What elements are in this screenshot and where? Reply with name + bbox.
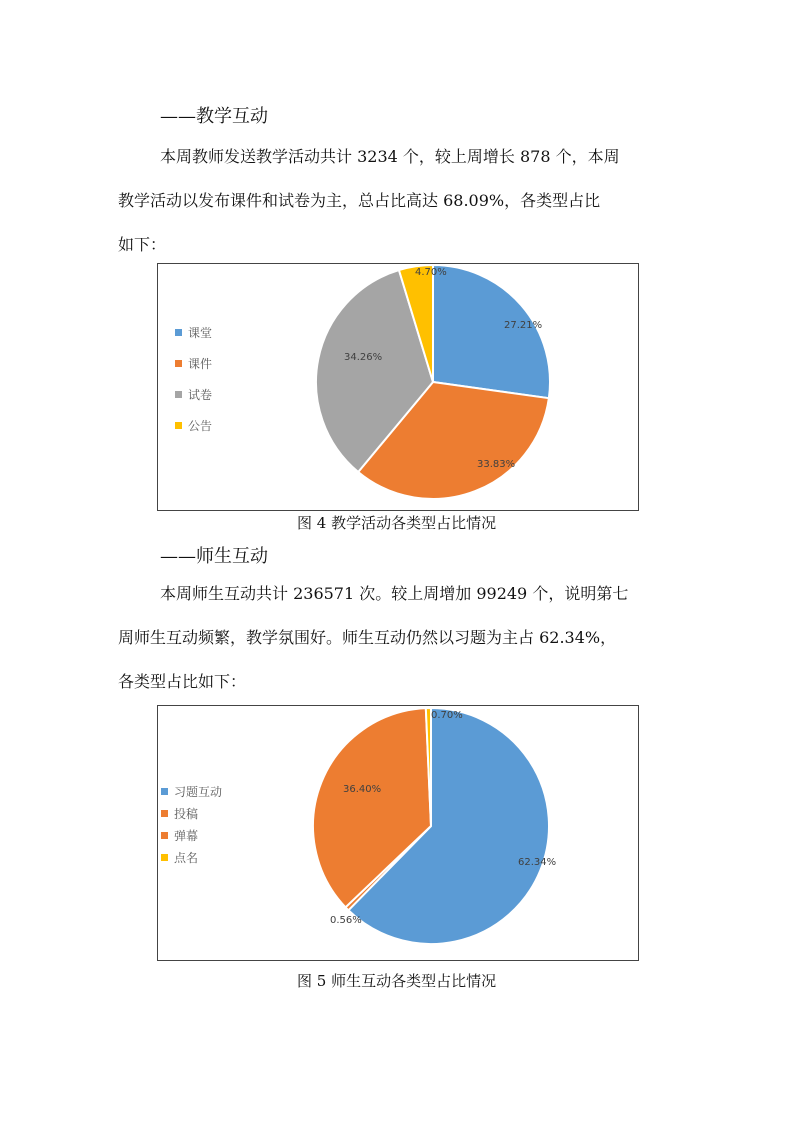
legend-label: 点名: [174, 850, 199, 865]
chart-legend: [161, 780, 222, 868]
legend-item: [161, 802, 222, 824]
legend-swatch: [161, 788, 168, 795]
legend-swatch: [161, 854, 168, 861]
legend-item: [175, 410, 212, 441]
legend-label: 习题互动: [174, 784, 223, 799]
legend-label: 课件: [188, 357, 213, 371]
legend-item: [175, 348, 212, 379]
legend-item: [175, 379, 212, 410]
data-label: 34.26%: [344, 352, 383, 363]
data-label: 62.34%: [518, 857, 557, 868]
legend-swatch: [175, 391, 182, 398]
figure-caption: 图 5 师生互动各类型占比情况: [297, 972, 497, 990]
legend-label: 弹幕: [174, 828, 199, 843]
data-label: 0.70%: [431, 710, 463, 721]
legend-swatch: [161, 810, 168, 817]
legend-swatch: [161, 832, 168, 839]
legend-label: 投稿: [174, 806, 199, 821]
legend-swatch: [175, 422, 182, 429]
legend-swatch: [175, 360, 182, 367]
pie-chart-teaching-activities: [157, 263, 639, 511]
legend-item: [161, 846, 222, 868]
section1-heading: ——教学互动: [160, 106, 268, 127]
data-label: 33.83%: [477, 459, 516, 470]
paragraph-line: 周师生互动频繁，教学氛围好。师生互动仍然以习题为主占 62.34%，: [118, 628, 617, 647]
legend-item: [175, 317, 212, 348]
data-label: 36.40%: [343, 784, 382, 795]
paragraph-line: 本周教师发送教学活动共计 3234 个，较上周增长 878 个，本周: [160, 147, 620, 166]
pie-chart-svg: [158, 264, 638, 510]
legend-label: 试卷: [188, 388, 213, 402]
paragraph-line: 教学活动以发布课件和试卷为主，总占比高达 68.09%，各类型占比: [118, 191, 601, 210]
pie-chart-teacher-student-interaction: [157, 705, 639, 961]
data-label: 0.56%: [330, 915, 362, 926]
legend-swatch: [175, 329, 182, 336]
section2-paragraph: [118, 572, 678, 704]
legend-label: 公告: [188, 419, 213, 433]
pie-chart-svg: [158, 706, 638, 960]
section1-paragraph: [118, 135, 678, 267]
paragraph-line: 如下：: [118, 235, 167, 254]
figure-caption: 图 4 教学活动各类型占比情况: [297, 514, 497, 532]
data-label: 27.21%: [504, 320, 543, 331]
chart-legend: [175, 317, 212, 441]
data-label: 4.70%: [415, 267, 447, 278]
pie-slice: [433, 265, 550, 398]
paragraph-line: 本周师生互动共计 236571 次。较上周增加 99249 个，说明第七: [160, 584, 629, 603]
paragraph-line: 各类型占比如下：: [118, 672, 247, 691]
legend-label: 课堂: [188, 326, 213, 340]
legend-item: [161, 780, 222, 802]
legend-item: [161, 824, 222, 846]
section2-heading: ——师生互动: [160, 546, 268, 567]
